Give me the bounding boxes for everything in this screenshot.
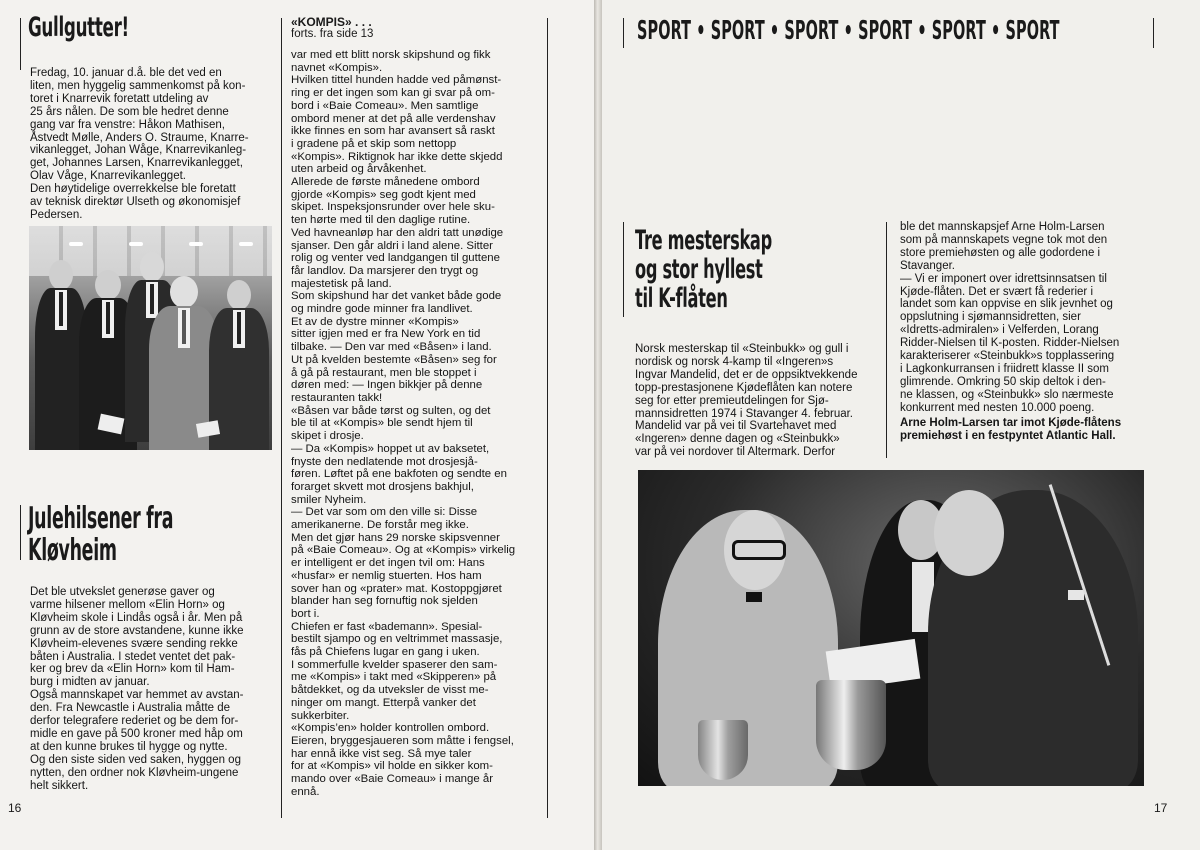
column-divider xyxy=(281,18,282,818)
article-title-julehilsener-line1: Julehilsener fra xyxy=(28,501,174,536)
article-title-julehilsener-line2: Kløvheim xyxy=(28,533,117,568)
article-title-line3: til K-flåten xyxy=(635,283,728,314)
page-number-left: 16 xyxy=(8,801,22,815)
article-title-line2: og stor hyllest xyxy=(635,254,763,285)
left-column-rule xyxy=(20,18,21,70)
article-continued-note: forts. fra side 13 xyxy=(291,28,374,40)
article-body-gullgutter: Fredag, 10. januar d.å. ble det ved en liten, men hyggelig sammenkomst på kon- toret i Knarrevik foretatt utdeling av 25 års nålen. De som ble hedret denne gang var fra venstre: Håkon Mathisen, Åstvedt Mølle, Anders O. Straume, Knarre- vikanlegget, Johan Wåge, Knarrevikanleg- get, Johannes Larsen, Knarrevikanlegget, Olav Våge, Knarrevikanlegget. Den høytidelige overrekkelse ble foretatt av teknisk direktør Ulseth og økonomisjef Pedersen. xyxy=(30,67,249,221)
photo-award-ceremony xyxy=(638,470,1144,786)
banner-left-rule xyxy=(623,18,624,48)
photo-caption: Arne Holm-Larsen tar imot Kjøde-flåtens premiehøst i en festpyntet Atlantic Hall. xyxy=(900,417,1122,442)
spine-gutter xyxy=(594,0,602,850)
headline-left-rule xyxy=(623,222,624,317)
sport-banner: SPORT • SPORT • SPORT • SPORT • SPORT • SPORT xyxy=(637,16,1060,46)
article-title-gullgutter: Gullgutter! xyxy=(28,12,129,43)
banner-right-rule xyxy=(1153,18,1154,48)
article-body-col1: Norsk mesterskap til «Steinbukk» og gull i nordisk og norsk 4-kamp til «Ingeren»s Ingvar Mandelid, det er de oppsiktvekkende topp-prestasjonene Kjødeflåten kan notere seg for etter premieutdelingen for Sjø- mannsidretten 1974 i Stavanger 4. februar. Mandelid var på vei til Svartehavet med «Ingeren» denne dagen og «Steinbukk» var på vei nordover til Altermark. Derfor xyxy=(635,343,858,459)
photo-gullgutter-group xyxy=(29,226,272,450)
right-edge-rule xyxy=(547,18,548,818)
right-page xyxy=(602,0,1200,850)
article-body-kompis: var med ett blitt norsk skipshund og fikk navnet «Kompis». Hvilken tittel hunden hadde ved påmønst- ring er det ingen som kan gi svar på om- bord i «Baie Comeau». Men samtlige ombord mener at det på alle verdenshav ikke finnes en som har avansert så raskt i gradene på et skip som nettopp «Kompis». Riktignok har ikke dette skjedd uten arbeid og årvåkenhet. Allerede de første månedene ombord gjorde «Kompis» seg godt kjent med skipet. Inspeksjonsrunder over hele sku- ten hørte med til den daglige rutine. Ved havneanløp har den aldri tatt unødige sjanser. Den går aldri i land alene. Sitter rolig og venter ved landgangen til guttene får landlov. Da marsjerer den trygt og majestetisk på land. Som skipshund har det vanket både gode og mindre gode minner fra landlivet. Et av de dystre minner «Kompis» sitter igjen med er fra New York en tid tilbake. — Den var med «Båsen» i land. Ut på kvelden bestemte «Båsen» seg for å gå på restaurant, men ble stoppet i døren med: — Ingen bikkjer på denne restauranten takk! «Båsen var både tørst og sulten, og det ble til at «Kompis» ble sendt hjem til skipet i drosje. — Da «Kompis» hoppet ut av baksetet, fnyste den nedlatende mot drosjesjå- føren. Løftet på ene bakfoten og sendte en forarget skvett mot drosjens bakhjul, smiler Nyheim. — Det var som om den ville si: Disse amerikanerne. De forstår meg ikke. Men det gjør hans 29 norske skipsvenner på «Baie Comeau». Og at «Kompis» virkelig er intelligent er det ingen tvil om: Hans «husfar» er nemlig stuerten. Hos ham sover han og «prater» mat. Kostoppgjøret blander han seg fornuftig nok sjelden bort i. Chiefen er fast «bademann». Spesial- bestilt sjampo og en veltrimmet massasje, fås på Chiefens lugar en gang i uken. I sommerfulle kvelder spaserer den sam- me «Kompis» i takt med «Skipperen» på båtdekket, og da utveksler de visst me- ninger om mangt. Etterpå vanker det sukkerbiter. «Kompis’en» holder kontrollen ombord. Eieren, bryggesjaueren som måtte i fengsel, har ennå ikke vist seg. Så mye taler for at «Kompis» vil holde en sikker kom- mando over «Baie Comeau» i mange år ennå. xyxy=(291,49,516,798)
left-column-rule-lower xyxy=(20,505,21,560)
left-page xyxy=(0,0,594,850)
article-title-kompis: «KOMPIS» . . . xyxy=(291,15,372,29)
article-body-julehilsener: Det ble utvekslet generøse gaver og varme hilsener mellom «Elin Horn» og Kløvheim skole i Lindås også i år. Men på grunn av de store avstandene, kunne ikke Kløvheim-elevenes svære sending rekke båten i Australia. I stedet ventet det pak- ker og brev da «Elin Horn» kom til Ham- burg i midten av januar. Også mannskapet var hemmet av avstan- den. Fra Newcastle i Australia måtte de derfor telegrafere rederiet og be dem for- midle en gave på 500 kroner med håp om at den kunne brukes til hygge og nytte. Og den siste siden ved saken, hyggen og nytten, den ordner nok Kløvheim-ungene helt sikkert. xyxy=(30,586,244,792)
article-title-line1: Tre mesterskap xyxy=(635,225,772,256)
article-body-col2: ble det mannskapsjef Arne Holm-Larsen som på mannskapets vegne tok mot den store premiehøsten og alle godordene i Stavanger. — Vi er imponert over idrettsinnsatsen til Kjøde-flåten. Det er svært få rederier i landet som kan oppvise en slik jevnhet og oppslutning i sjømannsidretten, sier «Idretts-admiralen» i Velferden, Lorang Ridder-Nielsen til K-posten. Ridder-Nielsen karakteriserer «Steinbukk»s topplassering i Lagkonkurransen i friidrett klasse II som glimrende. Omkring 50 skip deltok i den- ne klassen, og «Steinbukk» slo nærmeste konkurrent med nesten 10.000 poeng. xyxy=(900,221,1120,414)
body-column-divider xyxy=(886,222,887,458)
page-number-right: 17 xyxy=(1154,801,1168,815)
